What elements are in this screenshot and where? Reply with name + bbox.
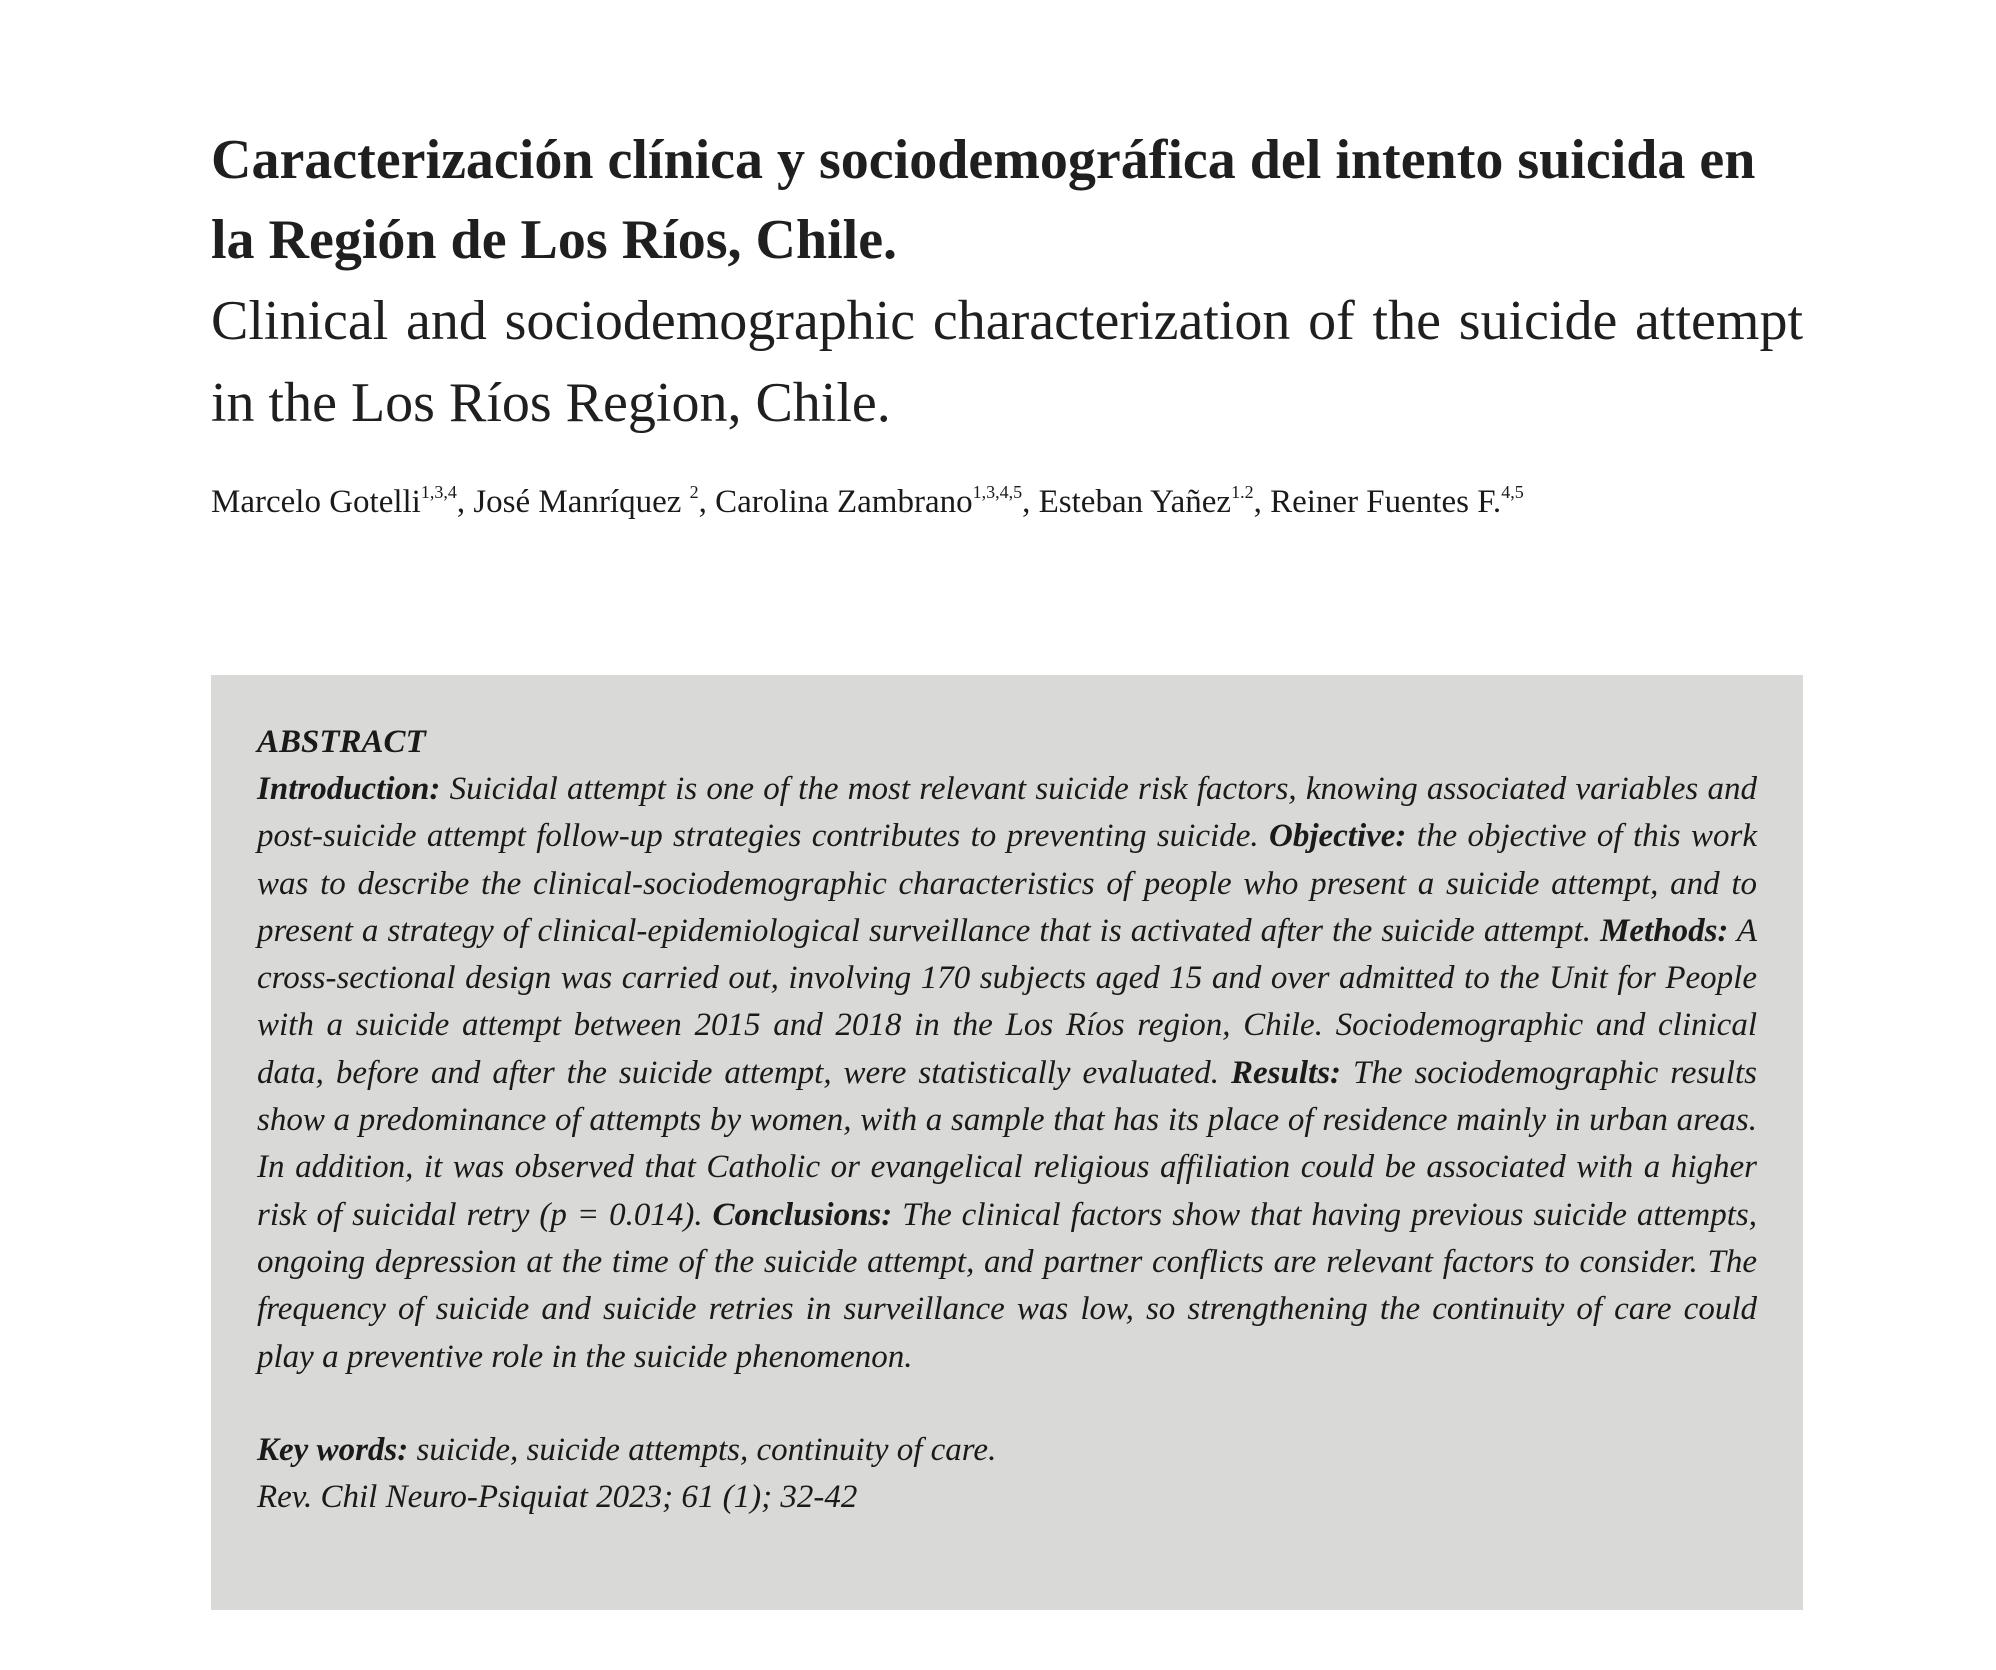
article-header (211, 120, 1803, 524)
conclusions-label: Conclusions: (712, 1196, 893, 1233)
author-separator: , (1022, 484, 1039, 520)
introduction-text: Suicidal attempt is one of the most relevant suicide risk factors, knowing associated variables and post-suicide attempt follow-up strategies contributes to preventing suicide. (257, 771, 1757, 855)
keywords-text: suicide, suicide attempts, continuity of care. (408, 1431, 997, 1468)
results-label: Results: (1231, 1054, 1342, 1091)
author-separator: , (698, 484, 716, 520)
methods-label: Methods: (1600, 912, 1729, 949)
title-english: Clinical and sociodemographic characterization of the suicide attempt in the Los Ríos Region, Chile. (211, 290, 1803, 434)
conclusions-text: The clinical factors show that having previous suicide attempts, ongoing depression at the time of the suicide attempt, and partner conflicts are relevant factors to consider. The frequency of suicide and suicide retries in surveillance was low, so strengthening the continuity of care could play a preventive role in the suicide phenomenon. (257, 1196, 1757, 1375)
author-name: Marcelo Gotelli (211, 484, 421, 520)
author-name: Esteban Yañez (1038, 484, 1232, 520)
author-affiliation: 2 (689, 482, 699, 502)
author-affiliation: 4,5 (1501, 482, 1524, 502)
title-spanish: Caracterización clínica y sociodemográfica del intento suicida en la Región de Los Ríos, Chile. (211, 129, 1756, 271)
keywords (257, 1427, 1757, 1474)
author-name: José Manríquez (473, 484, 690, 520)
author-affiliation: 1,3,4 (420, 482, 457, 502)
author-separator: , (456, 484, 474, 520)
abstract-box (211, 675, 1803, 1610)
abstract-heading: ABSTRACT (257, 724, 426, 760)
citation: Rev. Chil Neuro-Psiquiat 2023; 61 (1); 32-42 (257, 1478, 858, 1515)
author-name: Carolina Zambrano (715, 484, 973, 520)
author-list (211, 480, 1803, 524)
introduction-label: Introduction: (257, 771, 441, 807)
abstract-body (257, 766, 1757, 1381)
author-affiliation: 1,3,4,5 (972, 482, 1023, 502)
author-name: Reiner Fuentes F. (1270, 484, 1502, 520)
author-separator: , (1253, 484, 1271, 520)
keywords-label: Key words: (257, 1431, 409, 1468)
objective-label: Objective: (1268, 818, 1407, 855)
results-text: The sociodemographic results show a predominance of attempts by women, with a sample that has its place of residence mainly in urban areas. In addition, it was observed that Catholic or evangelical religious affiliation could be associated with a higher risk of suicidal retry (p = 0.014). (257, 1054, 1757, 1233)
methods-text: A cross-sectional design was carried out, involving 170 subjects aged 15 and over admitted to the Unit for People with a suicide attempt between 2015 and 2018 in the Los Ríos region, Chile. Sociodemographic and clinical data, before and after the suicide attempt, were statistically evaluated. (257, 912, 1757, 1091)
objective-text: the objective of this work was to describe the clinical-sociodemographic characteristics of people who present a suicide attempt, and to present a strategy of clinical-epidemiological surveillance that is activated after the suicide attempt. (257, 818, 1757, 949)
author-affiliation: 1.2 (1231, 482, 1254, 502)
